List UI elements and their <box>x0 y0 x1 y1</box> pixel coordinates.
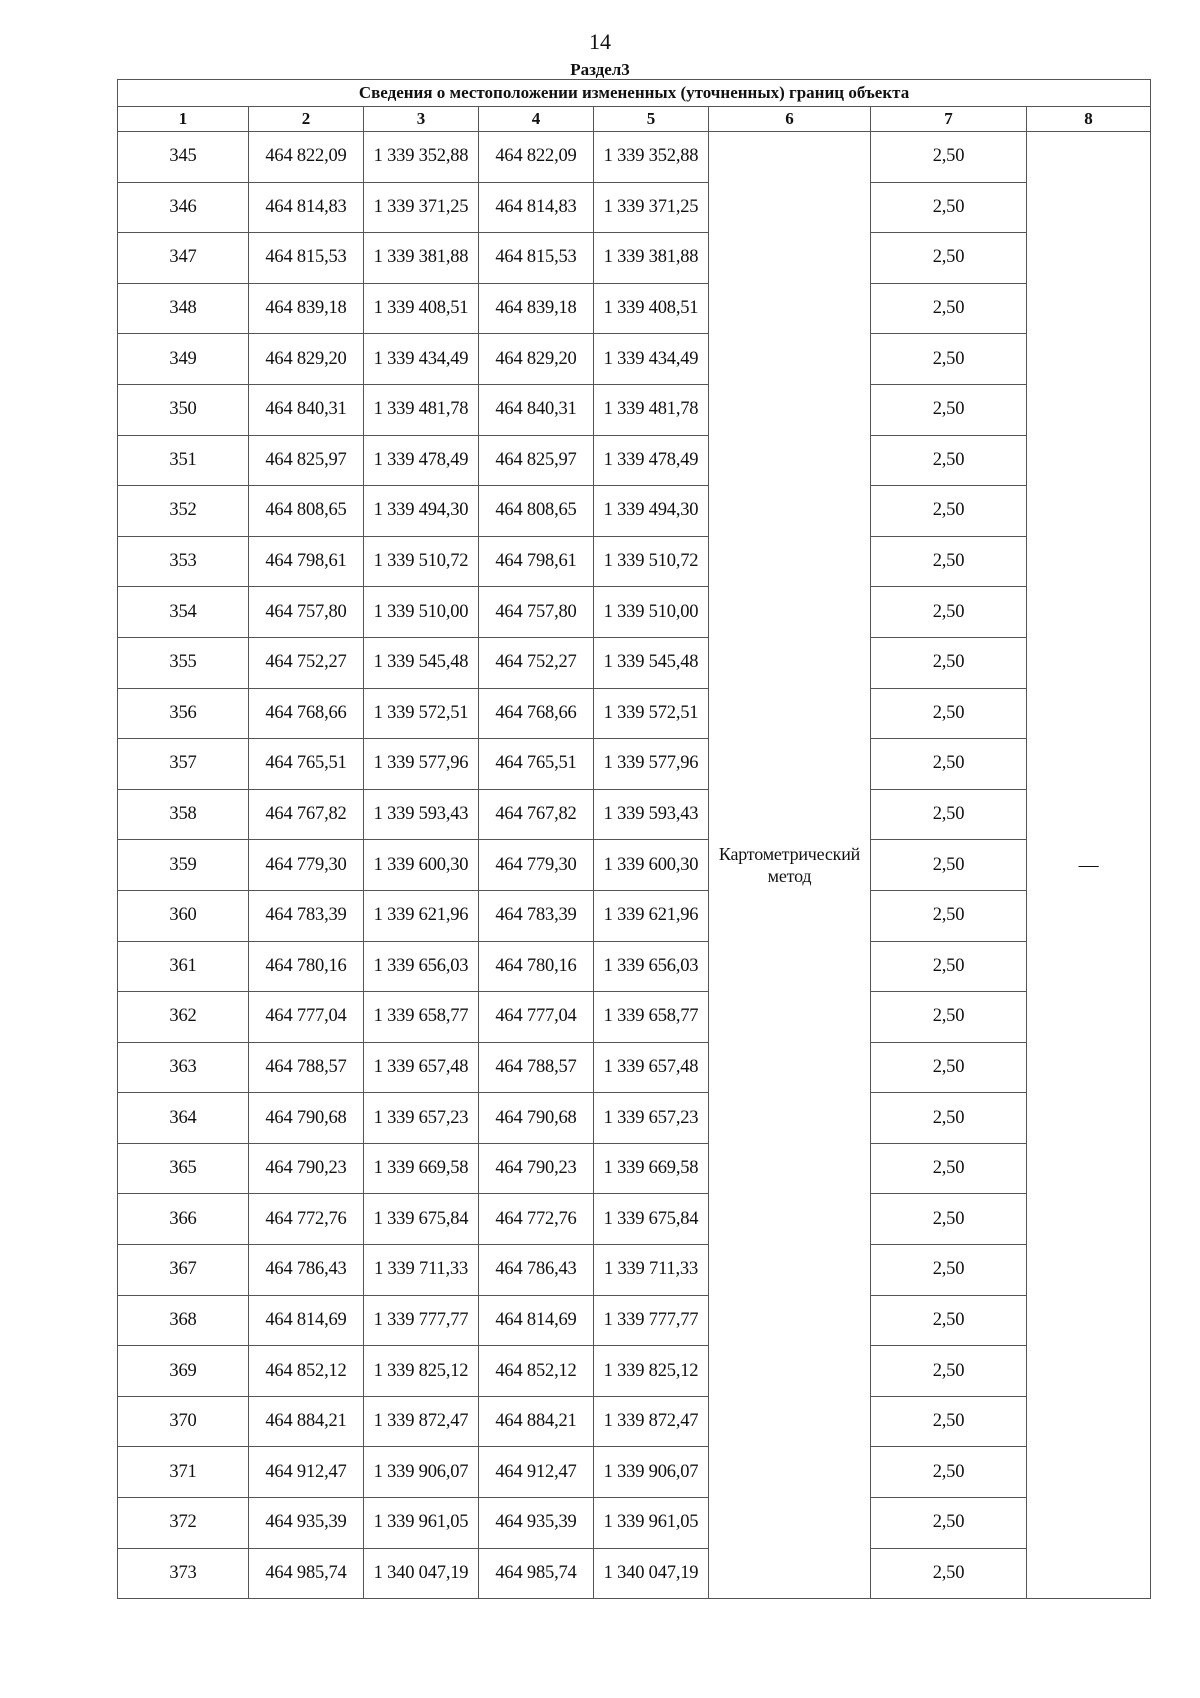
x-new-cell: 464 884,21 <box>479 1396 594 1447</box>
x-new-cell: 464 790,68 <box>479 1093 594 1144</box>
x-new-cell: 464 786,43 <box>479 1245 594 1296</box>
y-existing-cell: 1 339 621,96 <box>364 890 479 941</box>
point-number-cell: 360 <box>118 890 249 941</box>
y-new-cell: 1 339 510,00 <box>594 587 709 638</box>
x-new-cell: 464 779,30 <box>479 840 594 891</box>
y-existing-cell: 1 339 872,47 <box>364 1396 479 1447</box>
x-new-cell: 464 829,20 <box>479 334 594 385</box>
page-number: 14 <box>589 29 611 54</box>
point-number-cell: 367 <box>118 1245 249 1296</box>
accuracy-cell: 2,50 <box>871 789 1027 840</box>
y-existing-cell: 1 339 510,00 <box>364 587 479 638</box>
point-number-cell: 351 <box>118 435 249 486</box>
x-existing-cell: 464 790,68 <box>249 1093 364 1144</box>
accuracy-cell: 2,50 <box>871 1245 1027 1296</box>
section-title: Раздел3 <box>570 60 630 79</box>
point-number-cell: 369 <box>118 1346 249 1397</box>
x-existing-cell: 464 788,57 <box>249 1042 364 1093</box>
y-new-cell: 1 339 593,43 <box>594 789 709 840</box>
y-existing-cell: 1 339 408,51 <box>364 283 479 334</box>
accuracy-cell: 2,50 <box>871 587 1027 638</box>
x-new-cell: 464 772,76 <box>479 1194 594 1245</box>
point-number-cell: 372 <box>118 1498 249 1549</box>
x-new-cell: 464 790,23 <box>479 1143 594 1194</box>
accuracy-cell: 2,50 <box>871 1295 1027 1346</box>
x-new-cell: 464 765,51 <box>479 739 594 790</box>
table-row <box>118 890 1151 941</box>
y-existing-cell: 1 339 600,30 <box>364 840 479 891</box>
y-existing-cell: 1 339 675,84 <box>364 1194 479 1245</box>
x-new-cell: 464 767,82 <box>479 789 594 840</box>
accuracy-cell: 2,50 <box>871 233 1027 284</box>
y-existing-cell: 1 339 577,96 <box>364 739 479 790</box>
point-number-cell: 358 <box>118 789 249 840</box>
y-new-cell: 1 339 408,51 <box>594 283 709 334</box>
x-existing-cell: 464 777,04 <box>249 992 364 1043</box>
y-new-cell: 1 339 371,25 <box>594 182 709 233</box>
y-new-cell: 1 339 577,96 <box>594 739 709 790</box>
table-row <box>118 1548 1151 1599</box>
x-existing-cell: 464 780,16 <box>249 941 364 992</box>
y-new-cell: 1 339 352,88 <box>594 132 709 183</box>
y-new-cell: 1 339 777,77 <box>594 1295 709 1346</box>
y-existing-cell: 1 339 906,07 <box>364 1447 479 1498</box>
y-new-cell: 1 340 047,19 <box>594 1548 709 1599</box>
accuracy-cell: 2,50 <box>871 840 1027 891</box>
point-number-cell: 368 <box>118 1295 249 1346</box>
point-number-cell: 365 <box>118 1143 249 1194</box>
column-header-row <box>118 107 1151 132</box>
x-new-cell: 464 768,66 <box>479 688 594 739</box>
x-existing-cell: 464 808,65 <box>249 486 364 537</box>
accuracy-cell: 2,50 <box>871 435 1027 486</box>
x-new-cell: 464 912,47 <box>479 1447 594 1498</box>
x-existing-cell: 464 790,23 <box>249 1143 364 1194</box>
x-new-cell: 464 839,18 <box>479 283 594 334</box>
y-existing-cell: 1 339 657,23 <box>364 1093 479 1144</box>
y-new-cell: 1 339 510,72 <box>594 536 709 587</box>
y-new-cell: 1 339 656,03 <box>594 941 709 992</box>
point-number-cell: 359 <box>118 840 249 891</box>
x-new-cell: 464 814,69 <box>479 1295 594 1346</box>
column-header-1: 1 <box>118 107 249 132</box>
table-row <box>118 637 1151 688</box>
y-existing-cell: 1 339 510,72 <box>364 536 479 587</box>
y-existing-cell: 1 339 711,33 <box>364 1245 479 1296</box>
y-existing-cell: 1 339 434,49 <box>364 334 479 385</box>
y-new-cell: 1 339 434,49 <box>594 334 709 385</box>
point-number-cell: 347 <box>118 233 249 284</box>
table-row <box>118 384 1151 435</box>
y-existing-cell: 1 339 494,30 <box>364 486 479 537</box>
x-existing-cell: 464 783,39 <box>249 890 364 941</box>
y-new-cell: 1 339 621,96 <box>594 890 709 941</box>
x-new-cell: 464 814,83 <box>479 182 594 233</box>
column-header-3: 3 <box>364 107 479 132</box>
point-number-cell: 352 <box>118 486 249 537</box>
accuracy-cell: 2,50 <box>871 941 1027 992</box>
x-existing-cell: 464 839,18 <box>249 283 364 334</box>
x-new-cell: 464 780,16 <box>479 941 594 992</box>
x-existing-cell: 464 772,76 <box>249 1194 364 1245</box>
accuracy-cell: 2,50 <box>871 1498 1027 1549</box>
table-row <box>118 435 1151 486</box>
x-existing-cell: 464 814,83 <box>249 182 364 233</box>
x-new-cell: 464 822,09 <box>479 132 594 183</box>
table-row <box>118 1396 1151 1447</box>
accuracy-cell: 2,50 <box>871 1346 1027 1397</box>
table-row <box>118 789 1151 840</box>
x-existing-cell: 464 767,82 <box>249 789 364 840</box>
y-new-cell: 1 339 872,47 <box>594 1396 709 1447</box>
point-number-cell: 349 <box>118 334 249 385</box>
x-new-cell: 464 798,61 <box>479 536 594 587</box>
y-existing-cell: 1 339 777,77 <box>364 1295 479 1346</box>
point-number-cell: 364 <box>118 1093 249 1144</box>
y-existing-cell: 1 339 656,03 <box>364 941 479 992</box>
y-existing-cell: 1 339 371,25 <box>364 182 479 233</box>
y-existing-cell: 1 339 593,43 <box>364 789 479 840</box>
column-header-7: 7 <box>871 107 1027 132</box>
table-row <box>118 840 1151 891</box>
point-number-cell: 356 <box>118 688 249 739</box>
y-existing-cell: 1 339 825,12 <box>364 1346 479 1397</box>
point-number-cell: 346 <box>118 182 249 233</box>
x-existing-cell: 464 829,20 <box>249 334 364 385</box>
x-existing-cell: 464 768,66 <box>249 688 364 739</box>
x-existing-cell: 464 935,39 <box>249 1498 364 1549</box>
point-number-cell: 345 <box>118 132 249 183</box>
y-new-cell: 1 339 657,48 <box>594 1042 709 1093</box>
column-header-5: 5 <box>594 107 709 132</box>
x-existing-cell: 464 825,97 <box>249 435 364 486</box>
accuracy-cell: 2,50 <box>871 1194 1027 1245</box>
table-row <box>118 1295 1151 1346</box>
y-new-cell: 1 339 906,07 <box>594 1447 709 1498</box>
x-existing-cell: 464 814,69 <box>249 1295 364 1346</box>
x-existing-cell: 464 757,80 <box>249 587 364 638</box>
accuracy-cell: 2,50 <box>871 132 1027 183</box>
y-new-cell: 1 339 481,78 <box>594 384 709 435</box>
table-row <box>118 1042 1151 1093</box>
y-new-cell: 1 339 545,48 <box>594 637 709 688</box>
x-existing-cell: 464 822,09 <box>249 132 364 183</box>
table-row <box>118 941 1151 992</box>
table-row <box>118 1447 1151 1498</box>
table-row <box>118 739 1151 790</box>
table-row <box>118 587 1151 638</box>
table-caption: Сведения о местоположении измененных (уточненных) границ объекта <box>118 80 1151 107</box>
table-row <box>118 1245 1151 1296</box>
x-existing-cell: 464 752,27 <box>249 637 364 688</box>
accuracy-cell: 2,50 <box>871 890 1027 941</box>
y-new-cell: 1 339 658,77 <box>594 992 709 1043</box>
point-number-cell: 363 <box>118 1042 249 1093</box>
y-existing-cell: 1 339 545,48 <box>364 637 479 688</box>
table-row <box>118 1093 1151 1144</box>
note-cell: — <box>1027 132 1151 1599</box>
point-number-cell: 373 <box>118 1548 249 1599</box>
table-row <box>118 992 1151 1043</box>
y-existing-cell: 1 339 669,58 <box>364 1143 479 1194</box>
accuracy-cell: 2,50 <box>871 384 1027 435</box>
point-number-cell: 348 <box>118 283 249 334</box>
x-new-cell: 464 777,04 <box>479 992 594 1043</box>
point-number-cell: 370 <box>118 1396 249 1447</box>
point-number-cell: 361 <box>118 941 249 992</box>
table-body <box>118 132 1151 1599</box>
accuracy-cell: 2,50 <box>871 486 1027 537</box>
column-header-6: 6 <box>709 107 871 132</box>
accuracy-cell: 2,50 <box>871 637 1027 688</box>
y-new-cell: 1 339 600,30 <box>594 840 709 891</box>
table-row <box>118 1498 1151 1549</box>
table-row <box>118 132 1151 183</box>
point-number-cell: 362 <box>118 992 249 1043</box>
x-existing-cell: 464 912,47 <box>249 1447 364 1498</box>
x-existing-cell: 464 765,51 <box>249 739 364 790</box>
x-new-cell: 464 935,39 <box>479 1498 594 1549</box>
y-new-cell: 1 339 478,49 <box>594 435 709 486</box>
x-new-cell: 464 985,74 <box>479 1548 594 1599</box>
x-existing-cell: 464 798,61 <box>249 536 364 587</box>
y-existing-cell: 1 339 481,78 <box>364 384 479 435</box>
y-new-cell: 1 339 669,58 <box>594 1143 709 1194</box>
table-row <box>118 688 1151 739</box>
x-new-cell: 464 825,97 <box>479 435 594 486</box>
table-row <box>118 1143 1151 1194</box>
x-new-cell: 464 852,12 <box>479 1346 594 1397</box>
accuracy-cell: 2,50 <box>871 1548 1027 1599</box>
y-existing-cell: 1 339 961,05 <box>364 1498 479 1549</box>
x-new-cell: 464 840,31 <box>479 384 594 435</box>
x-existing-cell: 464 840,31 <box>249 384 364 435</box>
accuracy-cell: 2,50 <box>871 334 1027 385</box>
x-new-cell: 464 783,39 <box>479 890 594 941</box>
accuracy-cell: 2,50 <box>871 283 1027 334</box>
x-existing-cell: 464 884,21 <box>249 1396 364 1447</box>
point-number-cell: 355 <box>118 637 249 688</box>
y-existing-cell: 1 340 047,19 <box>364 1548 479 1599</box>
column-header-2: 2 <box>249 107 364 132</box>
y-existing-cell: 1 339 658,77 <box>364 992 479 1043</box>
table-row <box>118 334 1151 385</box>
table-row <box>118 1194 1151 1245</box>
y-new-cell: 1 339 494,30 <box>594 486 709 537</box>
table-row <box>118 182 1151 233</box>
y-new-cell: 1 339 381,88 <box>594 233 709 284</box>
y-existing-cell: 1 339 657,48 <box>364 1042 479 1093</box>
y-new-cell: 1 339 711,33 <box>594 1245 709 1296</box>
x-existing-cell: 464 786,43 <box>249 1245 364 1296</box>
column-header-4: 4 <box>479 107 594 132</box>
y-existing-cell: 1 339 381,88 <box>364 233 479 284</box>
y-new-cell: 1 339 825,12 <box>594 1346 709 1397</box>
point-number-cell: 371 <box>118 1447 249 1498</box>
y-existing-cell: 1 339 352,88 <box>364 132 479 183</box>
column-header-8: 8 <box>1027 107 1151 132</box>
accuracy-cell: 2,50 <box>871 1042 1027 1093</box>
y-new-cell: 1 339 675,84 <box>594 1194 709 1245</box>
boundary-coordinates-table <box>117 79 1151 1599</box>
x-existing-cell: 464 852,12 <box>249 1346 364 1397</box>
table-row <box>118 233 1151 284</box>
y-new-cell: 1 339 961,05 <box>594 1498 709 1549</box>
table-row <box>118 486 1151 537</box>
accuracy-cell: 2,50 <box>871 688 1027 739</box>
accuracy-cell: 2,50 <box>871 1143 1027 1194</box>
point-number-cell: 350 <box>118 384 249 435</box>
accuracy-cell: 2,50 <box>871 1093 1027 1144</box>
x-existing-cell: 464 779,30 <box>249 840 364 891</box>
x-new-cell: 464 752,27 <box>479 637 594 688</box>
x-new-cell: 464 757,80 <box>479 587 594 638</box>
accuracy-cell: 2,50 <box>871 1396 1027 1447</box>
accuracy-cell: 2,50 <box>871 739 1027 790</box>
y-existing-cell: 1 339 572,51 <box>364 688 479 739</box>
x-new-cell: 464 808,65 <box>479 486 594 537</box>
accuracy-cell: 2,50 <box>871 992 1027 1043</box>
y-existing-cell: 1 339 478,49 <box>364 435 479 486</box>
accuracy-cell: 2,50 <box>871 1447 1027 1498</box>
point-number-cell: 353 <box>118 536 249 587</box>
point-number-cell: 354 <box>118 587 249 638</box>
point-number-cell: 357 <box>118 739 249 790</box>
x-existing-cell: 464 985,74 <box>249 1548 364 1599</box>
x-new-cell: 464 815,53 <box>479 233 594 284</box>
table-row <box>118 536 1151 587</box>
accuracy-cell: 2,50 <box>871 536 1027 587</box>
accuracy-cell: 2,50 <box>871 182 1027 233</box>
table-row <box>118 1346 1151 1397</box>
method-cell: Картометрический метод <box>709 132 871 1599</box>
x-new-cell: 464 788,57 <box>479 1042 594 1093</box>
y-new-cell: 1 339 657,23 <box>594 1093 709 1144</box>
y-new-cell: 1 339 572,51 <box>594 688 709 739</box>
x-existing-cell: 464 815,53 <box>249 233 364 284</box>
table-row <box>118 283 1151 334</box>
point-number-cell: 366 <box>118 1194 249 1245</box>
